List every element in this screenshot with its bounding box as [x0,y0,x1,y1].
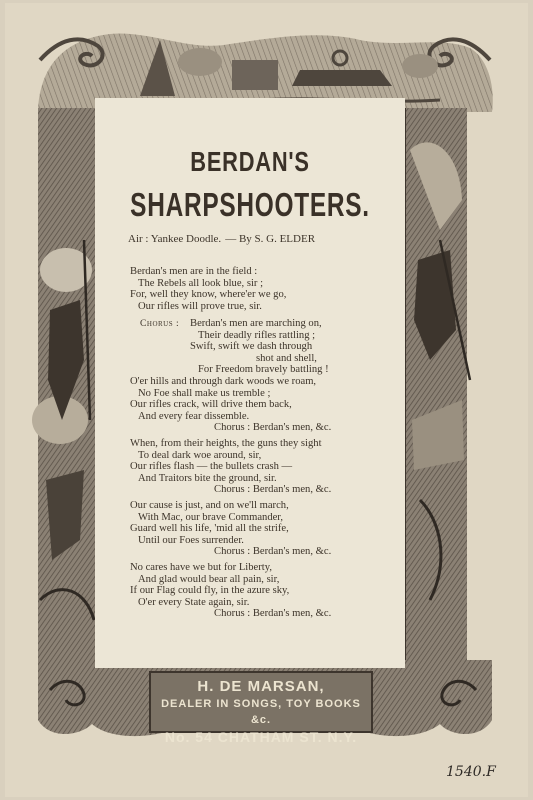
chorus-refrain: Chorus : Berdan's men, &c. [214,422,332,434]
verse-line: No Foe shall make us tremble ; [138,387,271,399]
verse-line: Our rifles flash — the bullets crash — [130,461,293,473]
air-note: Air : Yankee Doodle. [128,233,222,245]
handwritten-catalog-number: 1540.F [446,764,496,780]
verse-line: To deal dark woe around, sir, [138,449,262,461]
stanza-4 [130,500,331,558]
verse-line: And Traitors bite the ground, sir. [138,472,277,484]
verse-line: For Freedom bravely battling ! [198,364,329,376]
right-column-flag-bearer-engraving [405,108,470,668]
publisher-cartouche [150,678,372,746]
stanza-2 [130,376,331,434]
verse-line: Their deadly rifles rattling ; [198,329,316,341]
publisher-address: No. 54 CHATHAM ST. N.Y. [164,729,358,745]
verse-line: If our Flag could fly, in the azure sky, [130,585,290,597]
verse-line: O'er every State again, sir. [138,596,250,608]
chorus-refrain: Chorus : Berdan's men, &c. [214,546,332,558]
verse-line: When, from their heights, the guns they sight [130,438,322,449]
verse-line: Swift, swift we dash through [190,341,313,353]
verse-line: And every fear dissemble. [138,410,250,422]
chorus-label: Chorus : [140,318,180,329]
author-credit: — By S. G. ELDER [225,233,316,245]
verse-line: Berdan's men are marching on, [190,318,322,329]
left-column-soldiers-engraving [32,108,96,668]
verse-line: Guard well his life, 'mid all the strife, [130,523,289,535]
publisher-trade: DEALER IN SONGS, TOY BOOKS &c. [161,698,361,726]
stanza-3 [130,438,331,496]
verse-line: shot and shell, [256,352,317,364]
verse-line: Our cause is just, and on we'll march, [130,500,289,511]
tune-and-author [128,233,315,245]
verse-line: The Rebels all look blue, sir ; [138,277,264,289]
publisher-name: H. DE MARSAN, [197,678,325,695]
verse-line: Our rifles will prove true, sir. [138,300,262,312]
stanza-1 [130,266,286,312]
chorus-refrain: Chorus : Berdan's men, &c. [214,484,332,496]
song-title-line1: BERDAN'S [190,146,310,177]
song-title-line2: SHARPSHOOTERS. [130,186,370,223]
verse-line: Until our Foes surrender. [138,534,244,546]
verse-line: Our rifles crack, will drive them back, [130,399,292,411]
verse-line: With Mac, our brave Commander, [138,511,284,523]
verse-line: And glad would bear all pain, sir, [138,573,280,585]
verse-line: Berdan's men are in the field : [130,266,258,277]
verse-line: O'er hills and through dark woods we roam, [130,376,317,387]
chorus-refrain: Chorus : Berdan's men, &c. [214,608,332,620]
verse-line: No cares have we but for Liberty, [130,562,272,573]
stanza-5 [130,562,331,620]
verse-line: For, well they know, where'er we go, [130,289,287,301]
stanza-chorus [190,318,329,376]
